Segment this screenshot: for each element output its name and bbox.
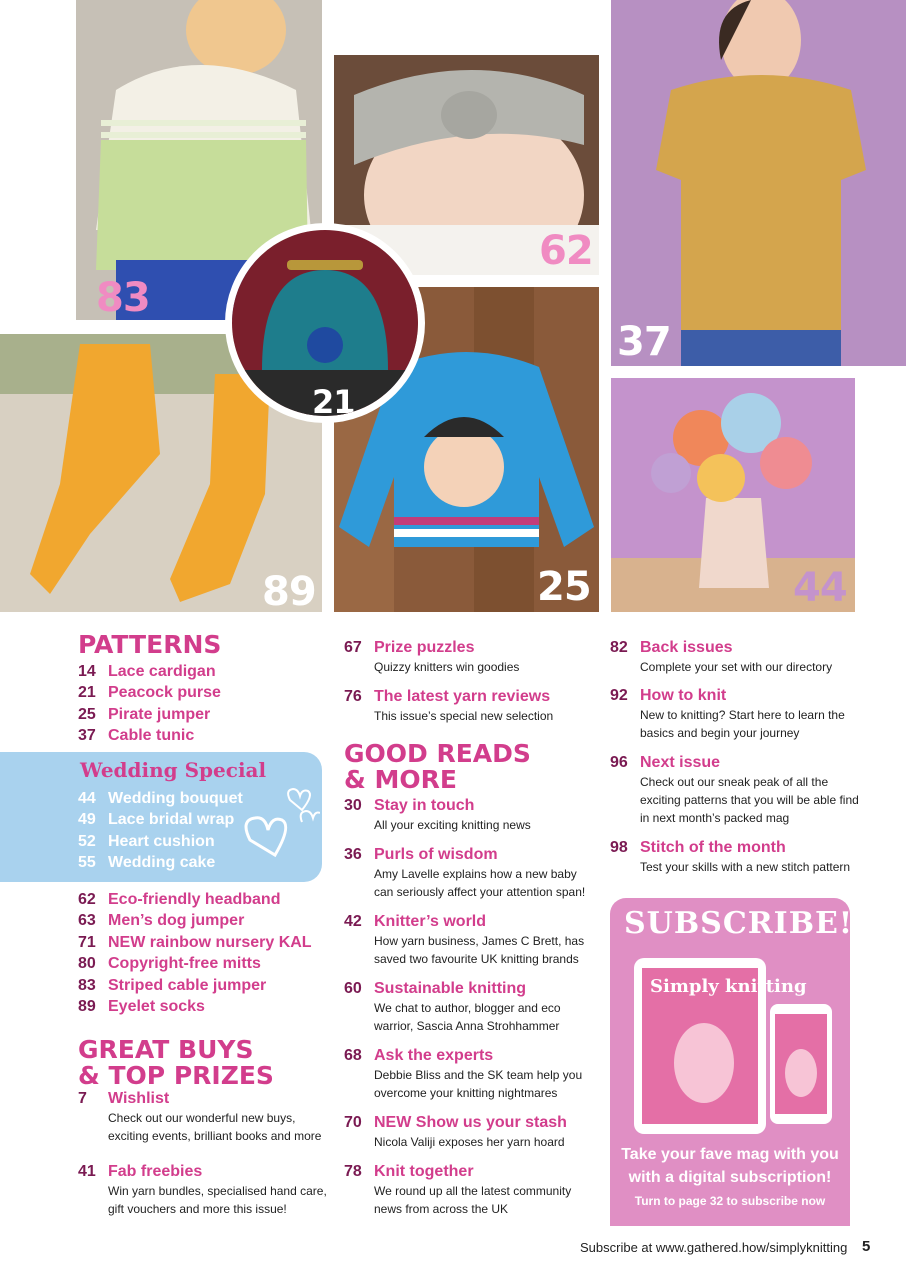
toc-entry-knitters-world[interactable]: 42 Knitter’s world How yarn business, James C Brett, has saved two favourite UK knitting brands (344, 913, 585, 966)
page-number-44: 44 (793, 565, 847, 611)
heart-doodle-icon (230, 780, 320, 880)
page-number-21: 21 (312, 383, 355, 421)
toc-entry-show-us-your-stash[interactable]: 70 NEW Show us your stash Nicola Valiji exposes her yarn hoard (344, 1114, 567, 1149)
more-patterns-list (78, 889, 312, 1017)
photo-cable-tunic (611, 0, 906, 366)
list-item[interactable]: 62 Eco-friendly headband (78, 891, 281, 908)
wedding-list (78, 788, 243, 874)
patterns-heading: PATTERNS (78, 630, 222, 659)
toc-entry-stay-in-touch[interactable]: 30 Stay in touch All your exciting knitting news (344, 797, 531, 832)
footer-subscribe-url[interactable]: Subscribe at www.gathered.how/simplyknitting (580, 1240, 848, 1255)
toc-entry-yarn-reviews[interactable]: 76 The latest yarn reviews This issue’s special new selection (344, 688, 554, 723)
wedding-special-box (0, 752, 322, 882)
page-number-89: 89 (262, 569, 316, 612)
page-number-25: 25 (537, 564, 591, 610)
toc-entry-how-to-knit[interactable]: 92 How to knit New to knitting? Start here to learn the basics and begin your journey (610, 687, 845, 740)
patterns-list (78, 661, 221, 747)
toc-entry-sustainable-knitting[interactable]: 60 Sustainable knitting We chat to author, blogger and eco warrior, Sascia Anna Strohhammer (344, 980, 561, 1033)
subscribe-promo[interactable] (610, 898, 854, 1226)
list-item[interactable]: 21 Peacock purse (78, 684, 221, 702)
wedding-special-heading: Wedding Special (80, 758, 267, 782)
list-item[interactable]: 83 Striped cable jumper (78, 976, 267, 994)
magazine-devices-icon (634, 958, 834, 1138)
great-buys-heading: GREAT BUYS & TOP PRIZES (78, 1035, 274, 1090)
photo-wedding-bouquet (611, 378, 855, 612)
subscribe-heading: SUBSCRIBE! (624, 906, 854, 941)
toc-entry-knit-together[interactable]: 78 Knit together We round up all the latest community news from across the UK (344, 1163, 572, 1216)
list-item[interactable]: 63 Men’s dog jumper (78, 912, 245, 930)
toc-entry-back-issues[interactable]: 82 Back issues Complete your set with our directory (610, 639, 833, 674)
toc-entry-fab-freebies[interactable]: 41 Fab freebies Win yarn bundles, specialised hand care, gift vouchers and more this issue! (78, 1163, 327, 1216)
toc-entry-ask-the-experts[interactable]: 68 Ask the experts Debbie Bliss and the SK team help you overcome your knitting nightmares (344, 1047, 583, 1100)
list-item[interactable]: 14 Lace cardigan (78, 663, 216, 680)
list-item[interactable]: 71 NEW rainbow nursery KAL (78, 933, 312, 951)
list-item[interactable]: 49 Lace bridal wrap (78, 811, 235, 829)
tunic-illustration (611, 0, 906, 366)
photo-peacock-purse (225, 223, 425, 423)
page-number-83: 83 (96, 275, 150, 320)
page-number-37: 37 (617, 319, 671, 365)
magazine-logo: Simply knitting (650, 976, 807, 997)
subscribe-line-2: with a digital subscription! (628, 1169, 832, 1186)
subscribe-line-1: Take your fave mag with you (621, 1146, 839, 1163)
toc-entry-next-issue[interactable]: 96 Next issue Check out our sneak peak of all the exciting patterns that you will be able find in next month’s packed mag (610, 754, 859, 825)
toc-entry-prize-puzzles[interactable]: 67 Prize puzzles Quizzy knitters win goodies (344, 639, 520, 674)
subscribe-line-3: Turn to page 32 to subscribe now (634, 1194, 826, 1208)
list-item[interactable]: 89 Eyelet socks (78, 998, 205, 1016)
list-item[interactable]: 25 Pirate jumper (78, 705, 211, 723)
list-item[interactable]: 80 Copyright-free mitts (78, 955, 261, 973)
list-item[interactable]: 44 Wedding bouquet (78, 790, 243, 807)
good-reads-heading: GOOD READS & MORE (344, 739, 531, 794)
toc-entry-stitch-of-the-month[interactable]: 98 Stitch of the month Test your skills with a new stitch pattern (610, 839, 851, 874)
page-number: 5 (862, 1238, 871, 1255)
list-item[interactable]: 55 Wedding cake (78, 854, 216, 872)
toc-entry-wishlist[interactable]: 7 Wishlist Check out our wonderful new buys, exciting events, brilliant books and more (78, 1090, 322, 1143)
page-number-62: 62 (539, 228, 593, 274)
list-item[interactable]: 52 Heart cushion (78, 832, 215, 850)
list-item[interactable]: 37 Cable tunic (78, 727, 195, 745)
toc-entry-purls-of-wisdom[interactable]: 36 Purls of wisdom Amy Lavelle explains how a new baby can seriously affect your attention span! (344, 846, 586, 899)
